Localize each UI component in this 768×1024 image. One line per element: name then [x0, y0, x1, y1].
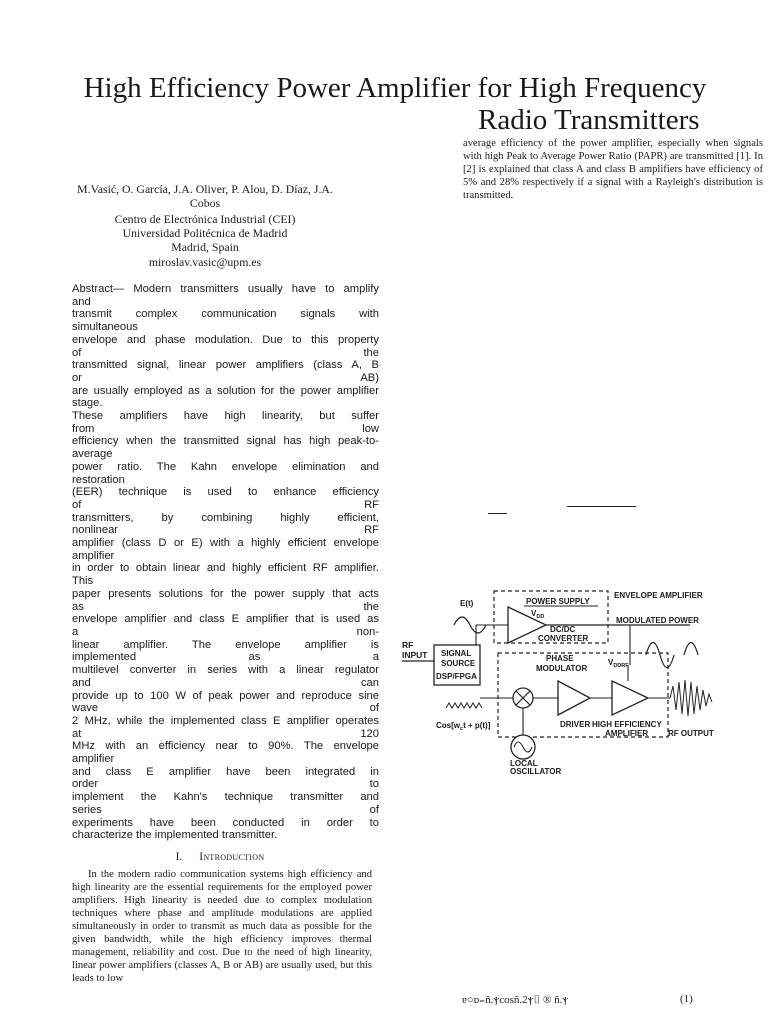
driver-label: DRIVER [560, 720, 591, 729]
abstract-line: transmitted signal, linear power amplifiers (class A, B [72, 359, 379, 372]
modulator-label: MODULATOR [536, 664, 588, 673]
local-label: LOCAL [510, 759, 538, 768]
abstract-line: average [72, 448, 113, 461]
input-label: INPUT [402, 650, 428, 660]
carrier-wave-icon [446, 703, 482, 708]
driver-triangle [558, 681, 590, 715]
abstract-line: at 120 [72, 727, 379, 740]
vdd-sub: DD [536, 614, 545, 620]
signal-label: SIGNAL [441, 649, 472, 658]
section-heading [70, 851, 370, 863]
abstract-line: These amplifiers have high linearity, but suffer [72, 410, 379, 423]
abstract-line: as the [72, 600, 379, 613]
abstract-line: MHz with an efficiency near to 90%. The envelope [72, 740, 379, 753]
abstract-line: order to [72, 778, 379, 791]
section-number: I. [175, 851, 183, 863]
abstract-line: implemented as a [72, 651, 379, 664]
intro-paragraph-left [72, 868, 372, 985]
vddrf-sub: DDRF [613, 663, 629, 669]
author-email: miroslav.vasic@upm.es [148, 254, 262, 269]
affiliation-line: Universidad Politécnica de Madrid [122, 226, 288, 241]
cos-label [436, 721, 491, 732]
abstract-line: transmitters, by combining highly efficient, [72, 511, 379, 524]
abstract-line: amplifier [72, 549, 115, 562]
abstract-line: stage. [72, 397, 103, 410]
intro-text: In the modern radio communication systems high efficiency and high linearity are the essential requirements for the employed power amplifiers. High linearity is needed due to complex modulation techniques where phase and amplitude modulations are applied simultaneously in order to transmit as much data as possible for the given bandwidth, while the high efficiency improves thermal management, reliability and cost. Due to the need of high linearity, linear power amplifiers (classes A, B or AB) are usually used, but this leads to low [72, 869, 372, 984]
dsp-label: DSP/FPGA [436, 672, 477, 681]
affiliation-line: Centro de Electrónica Industrial (CEI) [114, 212, 296, 226]
cos-text: Cos[w [436, 721, 460, 730]
abstract-line: envelope and phase modulation. Due to this property [72, 333, 379, 346]
abstract-line: experiments have been conducted in order to [72, 816, 379, 829]
abstract-line: simultaneous [72, 321, 138, 334]
envelope-output-wave [646, 643, 674, 668]
rf-output-label: RF OUTPUT [668, 729, 714, 738]
affiliation [40, 212, 370, 269]
vddrf-v: V [608, 658, 614, 667]
envelope-amplifier-label: ENVELOPE AMPLIFIER [614, 591, 703, 600]
abstract-line: and class E amplifier have been integrated in [72, 765, 379, 778]
abstract-line: in order to obtain linear and highly efficient RF amplifier. [72, 562, 379, 575]
abstract-line: a non- [72, 625, 379, 638]
paper-title-line2: Radio Transmitters [478, 104, 700, 136]
abstract-line: transmit complex communication signals with [72, 308, 379, 321]
abstract-line: and [72, 295, 91, 308]
abstract-line: of the [72, 346, 379, 359]
cos-sub: c [460, 726, 464, 732]
oscillator-label: OSCILLATOR [510, 767, 562, 775]
abstract-line: paper presents solutions for the power supply that acts [72, 587, 379, 600]
equation-number: (1) [680, 993, 693, 1005]
abstract-line: from low [72, 422, 379, 435]
dcdc-label: DC/DC [550, 625, 576, 634]
paper-title-line1: High Efficiency Power Amplifier for High Frequency [83, 72, 707, 104]
cos-rest: t + p(t)] [463, 721, 491, 730]
divider-line [488, 513, 507, 514]
abstract-line: of RF [72, 498, 379, 511]
abstract-line: power ratio. The Kahn envelope elimination and [72, 460, 379, 473]
abstract-line: 2 MHz, while the implemented class E amplifier operates [72, 714, 379, 727]
phase-label: PHASE [546, 654, 574, 663]
abstract-line: Abstract— Modern transmitters usually have to amplify [72, 283, 379, 295]
abstract-line: linear amplifier. The envelope amplifier is [72, 638, 379, 651]
abstract [72, 283, 379, 842]
affiliation-line: Madrid, Spain [171, 240, 239, 255]
abstract-line: or AB) [72, 371, 379, 384]
source-label: SOURCE [441, 659, 476, 668]
converter-label: CONVERTER [538, 634, 589, 643]
abstract-line: series of [72, 803, 379, 816]
abstract-line: amplifier [72, 753, 115, 766]
et-label: E(t) [460, 599, 474, 608]
abstract-line: (EER) technique is used to enhance efficiency [72, 486, 379, 499]
rf-output-wave [670, 680, 712, 716]
abstract-line: implement the Kahn's technique transmitter and [72, 791, 379, 804]
author-list [40, 182, 370, 210]
abstract-line: This [72, 575, 94, 588]
abstract-line: restoration [72, 473, 125, 486]
amplifier-label: AMPLIFIER [605, 729, 649, 738]
abstract-line: nonlinear RF [72, 524, 379, 537]
author-line: Cobos [189, 196, 221, 210]
abstract-line: envelope amplifier and class E amplifier that is used as [72, 613, 379, 626]
intro-paragraph-right: average efficiency of the power amplifier, especially when signals with high Peak to Average Power Ratio (PAPR) are transmitted [1]. In [2] is explained that class A and class B amplifiers have efficiency of 5% and 28% respectively if a signal with a Rayleigh's distribution is transmitted. [463, 138, 763, 201]
power-supply-label: POWER SUPPLY [526, 597, 590, 606]
abstract-line: wave of [72, 702, 379, 715]
author-line: M.Vasić, O. García, J.A. Oliver, P. Alou, D. Díaz, J.A. [77, 182, 333, 196]
abstract-line: characterize the implemented transmitter. [72, 829, 278, 842]
rf-label: RF [402, 640, 414, 650]
abstract-line: and can [72, 676, 379, 689]
abstract-line: are usually employed as a solution for the power amplifier [72, 384, 379, 397]
abstract-line: efficiency when the transmitted signal has high peak-to- [72, 435, 379, 448]
section-name: Introduction [199, 851, 265, 863]
abstract-line: multilevel converter in series with a linear regulator [72, 664, 379, 677]
abstract-line: amplifier (class D or E) with a highly efficient envelope [72, 537, 379, 550]
vddrf-label [608, 658, 629, 669]
divider-line [567, 506, 636, 507]
eer-block-diagram [398, 585, 728, 775]
modulated-power-label: MODULATED POWER [616, 616, 699, 625]
vdd-v: V [531, 609, 537, 618]
equation: ɐ○ɒ₌ñ.ⲯcosñ.2ⲯ⌷ ® ñ.ⲯ [462, 994, 569, 1006]
abstract-line: provide up to 100 W of peak power and reproduce sine [72, 689, 379, 702]
high-efficiency-amplifier-triangle [612, 681, 648, 715]
high-efficiency-label: HIGH EFFICIENCY [592, 720, 662, 729]
